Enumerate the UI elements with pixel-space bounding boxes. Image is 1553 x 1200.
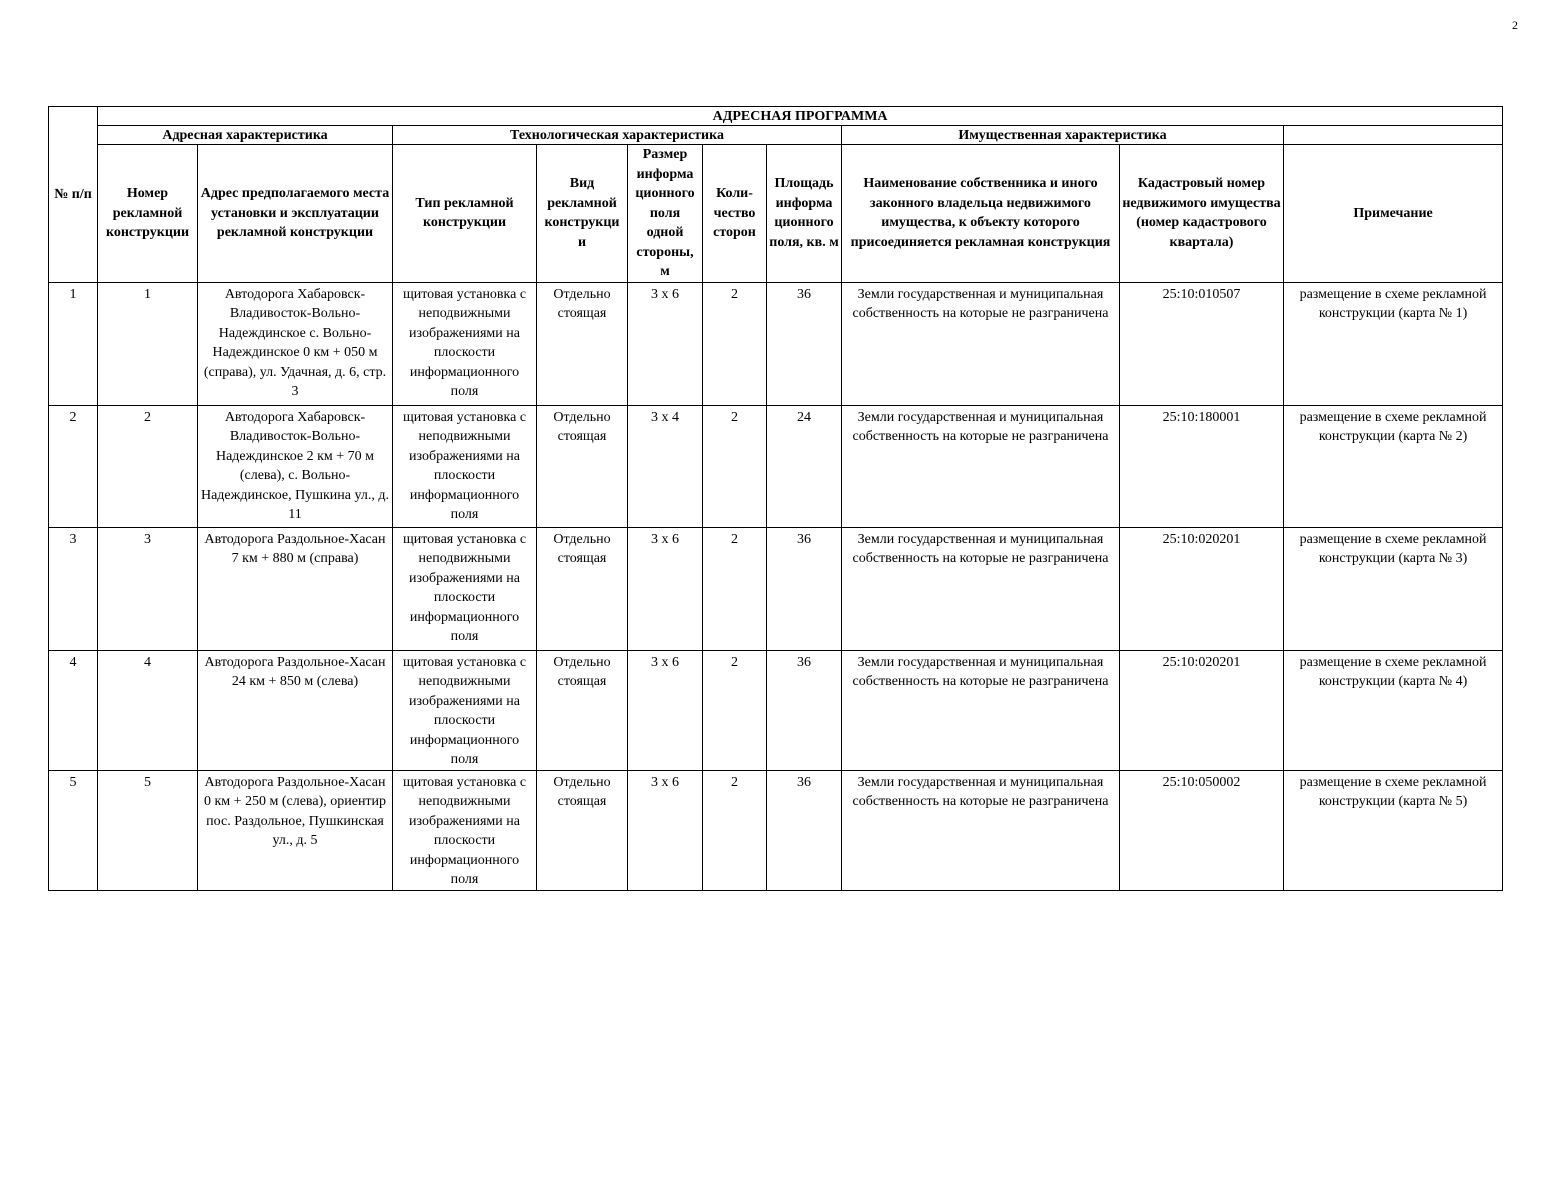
group-address-header: Адресная характеристика [98,126,393,145]
col-sides: Коли- чество сторон [703,145,767,283]
cell-kind: Отдельно стоящая [537,770,628,890]
cell-type: щитовая установка с неподвижными изображениями на плоскости информационного поля [393,527,537,650]
cell-size: 3 х 6 [628,770,703,890]
cell-cadastral: 25:10:050002 [1120,770,1284,890]
col-size: Размер информа ционного поля одной стороны, м [628,145,703,283]
cell-type: щитовая установка с неподвижными изображениями на плоскости информационного поля [393,770,537,890]
group-property-header: Имущественная характеристика [842,126,1284,145]
cell-cadastral: 25:10:180001 [1120,405,1284,527]
cell-address: Автодорога Раздольное-Хасан 7 км + 880 м (справа) [198,527,393,650]
header-num: № п/п [49,107,98,283]
cell-area: 36 [767,282,842,405]
table-row [49,282,1503,405]
group-empty-header [1284,126,1503,145]
cell-note: размещение в схеме рекламной конструкции (карта № 4) [1284,650,1503,770]
cell-note: размещение в схеме рекламной конструкции (карта № 3) [1284,527,1503,650]
cell-note: размещение в схеме рекламной конструкции (карта № 1) [1284,282,1503,405]
cell-sides: 2 [703,282,767,405]
cell-note: размещение в схеме рекламной конструкции (карта № 5) [1284,770,1503,890]
cell-size: 3 х 6 [628,282,703,405]
cell-structure-number: 3 [98,527,198,650]
cell-address: Автодорога Хабаровск-Владивосток-Вольно-Надеждинское с. Вольно-Надеждинское 0 км + 050 м (справа), ул. Удачная, д. 6, стр. 3 [198,282,393,405]
cell-num: 3 [49,527,98,650]
cell-area: 24 [767,405,842,527]
cell-sides: 2 [703,527,767,650]
cell-size: 3 х 4 [628,405,703,527]
cell-kind: Отдельно стоящая [537,282,628,405]
cell-num: 1 [49,282,98,405]
cell-structure-number: 2 [98,405,198,527]
cell-sides: 2 [703,650,767,770]
col-type: Тип рекламной конструкции [393,145,537,283]
cell-area: 36 [767,770,842,890]
cell-num: 5 [49,770,98,890]
cell-cadastral: 25:10:010507 [1120,282,1284,405]
cell-address: Автодорога Раздольное-Хасан 0 км + 250 м (слева), ориентир пос. Раздольное, Пушкинская ул., д. 5 [198,770,393,890]
cell-structure-number: 5 [98,770,198,890]
cell-size: 3 х 6 [628,650,703,770]
cell-cadastral: 25:10:020201 [1120,650,1284,770]
cell-owner: Земли государственная и муниципальная собственность на которые не разграничена [842,770,1120,890]
cell-area: 36 [767,527,842,650]
col-structure-number: Номер рекламной конструкции [98,145,198,283]
cell-note: размещение в схеме рекламной конструкции (карта № 2) [1284,405,1503,527]
cell-kind: Отдельно стоящая [537,405,628,527]
col-address: Адрес предполагаемого места установки и эксплуатации рекламной конструкции [198,145,393,283]
cell-cadastral: 25:10:020201 [1120,527,1284,650]
cell-sides: 2 [703,770,767,890]
table-row [49,770,1503,890]
cell-structure-number: 1 [98,282,198,405]
table-row [49,527,1503,650]
col-cadastral: Кадастровый номер недвижимого имущества (номер кадастрового квартала) [1120,145,1284,283]
table-row [49,405,1503,527]
cell-type: щитовая установка с неподвижными изображениями на плоскости информационного поля [393,650,537,770]
col-area: Площадь информа ционного поля, кв. м [767,145,842,283]
cell-structure-number: 4 [98,650,198,770]
cell-area: 36 [767,650,842,770]
table-row [49,650,1503,770]
cell-kind: Отдельно стоящая [537,527,628,650]
cell-address: Автодорога Хабаровск-Владивосток-Вольно-Надеждинское 2 км + 70 м (слева), с. Вольно-Надеждинское, Пушкина ул., д. 11 [198,405,393,527]
cell-kind: Отдельно стоящая [537,650,628,770]
cell-address: Автодорога Раздольное-Хасан 24 км + 850 м (слева) [198,650,393,770]
col-kind: Вид рекламной конструкци и [537,145,628,283]
col-owner: Наименование собственника и иного законного владельца недвижимого имущества, к объекту которого присоединяется рекламная конструкция [842,145,1120,283]
table-title: АДРЕСНАЯ ПРОГРАММА [98,107,1503,126]
page-number: 2 [1512,18,1518,32]
cell-sides: 2 [703,405,767,527]
address-program-table [48,106,1503,891]
cell-type: щитовая установка с неподвижными изображениями на плоскости информационного поля [393,282,537,405]
col-note: Примечание [1284,145,1503,283]
cell-owner: Земли государственная и муниципальная собственность на которые не разграничена [842,527,1120,650]
cell-num: 2 [49,405,98,527]
cell-size: 3 х 6 [628,527,703,650]
cell-type: щитовая установка с неподвижными изображениями на плоскости информационного поля [393,405,537,527]
cell-owner: Земли государственная и муниципальная собственность на которые не разграничена [842,405,1120,527]
cell-owner: Земли государственная и муниципальная собственность на которые не разграничена [842,650,1120,770]
cell-num: 4 [49,650,98,770]
cell-owner: Земли государственная и муниципальная собственность на которые не разграничена [842,282,1120,405]
group-tech-header: Технологическая характеристика [393,126,842,145]
